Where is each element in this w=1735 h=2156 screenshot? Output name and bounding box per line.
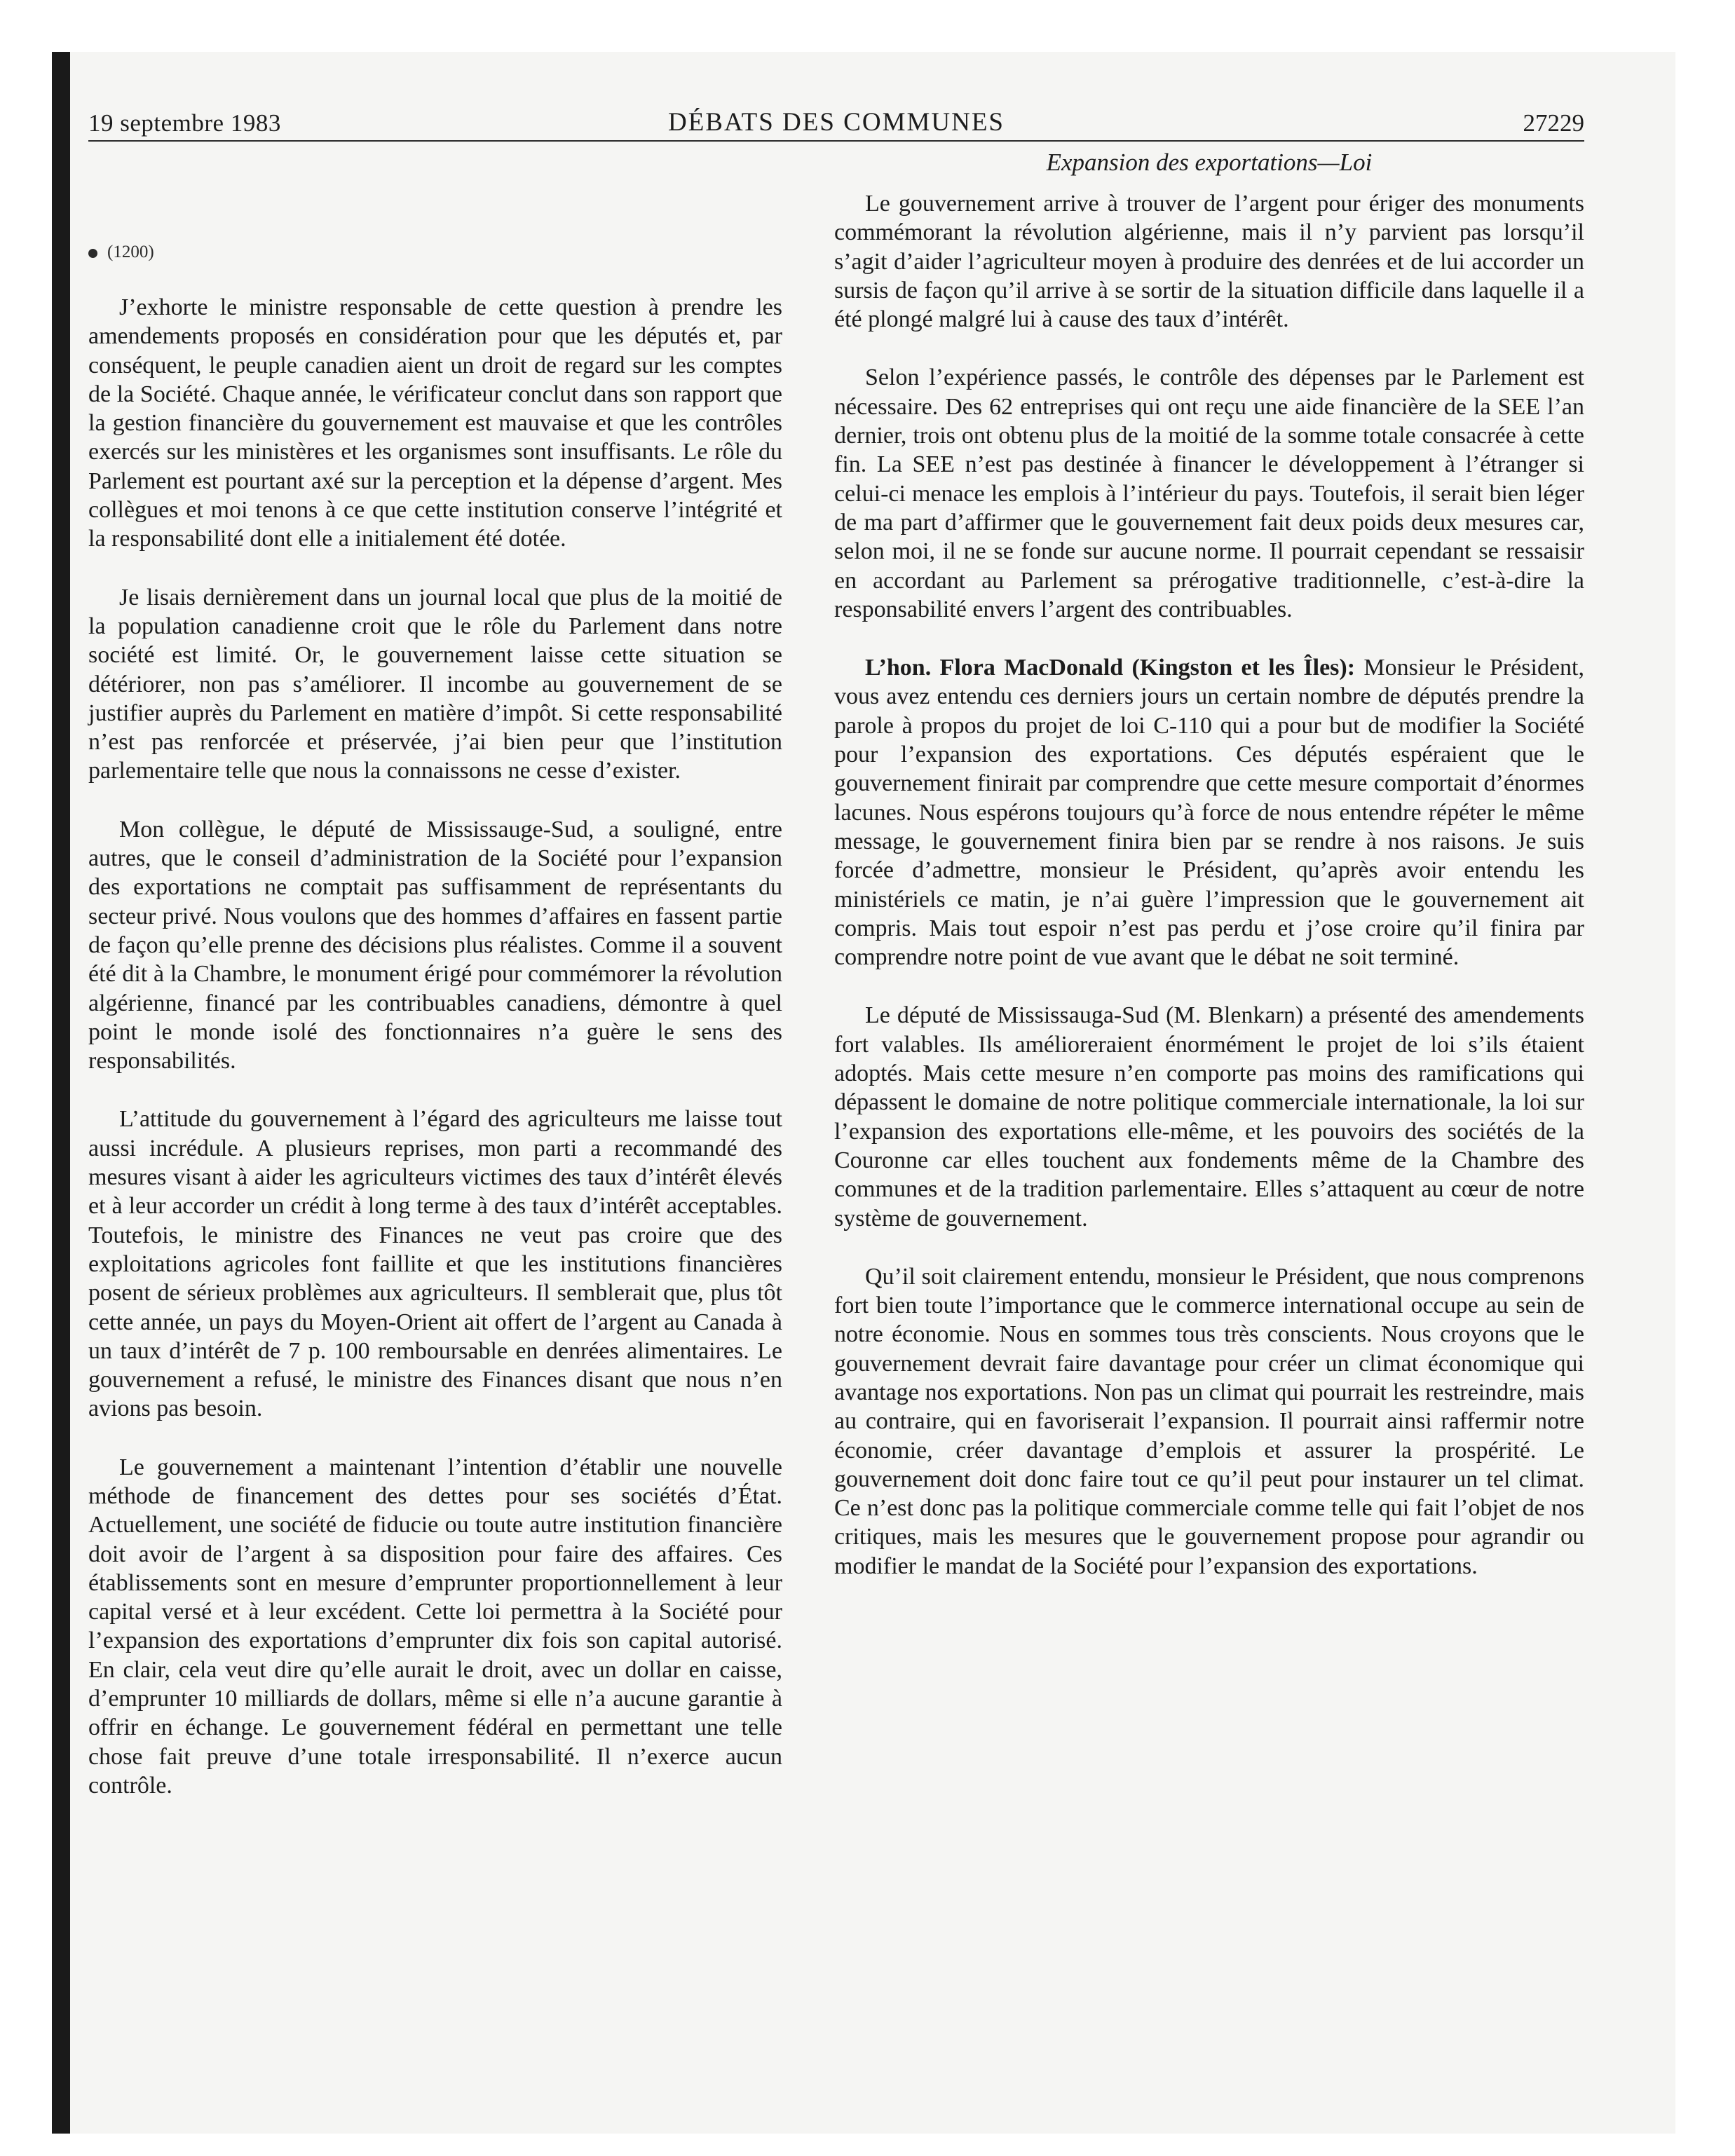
header-date: 19 septembre 1983 bbox=[88, 109, 281, 137]
speech-text: Monsieur le Président, vous avez entendu ces derniers jours un certain nombre de députés prendre la parole à propos du projet de loi C-110 qui a pour but de modifier la Société pour l’expansion des exportations. Ces députés espéraient que le gouvernement finirait par comprendre que cette mesure comportait d’énormes lacunes. Nous espérons toujours qu’à force de nous entendre répéter le même message, le gouvernement finira bien par se rendre à nos raisons. Je suis forcée d’admettre, monsieur le Président, qu’après avoir entendu les ministériels ce matin, je n’ai guère l’impression que le gouvernement ait compris. Mais tout espoir n’est pas perdu et j’ose croire qu’il finira par comprendre notre point de vue avant que le débat ne soit terminé. bbox=[834, 655, 1584, 971]
bullet-icon bbox=[88, 249, 97, 258]
right-paragraph-5: Qu’il soit clairement entendu, monsieur le Président, que nous comprenons fort bien toute l’importance que le commerce international occupe au sein de notre économie. Nous en sommes tous très conscients. Nous croyons que le gouvernement devrait faire davantage pour créer un climat économique qui avantage nos exportations. Non pas un climat qui pourrait les restreindre, mais au contraire, qui en favoriserait l’expansion. Il pourrait ainsi raffermir notre économie, créer davantage d’emplois et assurer la prospérité. Le gouvernement doit donc faire tout ce qu’il peut pour instaurer un tel climat. Ce n’est donc pas la politique commerciale comme telle qui fait l’objet de nos critiques, mais les mesures que le gouvernement propose pour agrandir ou modifier le mandat de la Société pour l’expansion des exportations. bbox=[834, 1263, 1584, 1579]
header-page-number: 27229 bbox=[1523, 109, 1584, 137]
scan-edge-shadow bbox=[52, 52, 70, 2134]
timestamp-text: (1200) bbox=[107, 243, 154, 261]
left-paragraph-4: L’attitude du gouvernement à l’égard des agriculteurs me laisse tout aussi incrédule. A plusieurs reprises, mon parti a recommandé des mesures visant à aider les agriculteurs victimes des taux d’intérêt élevés et à leur accorder un crédit à long terme à des taux d’intérêt acceptables. Toutefois, le ministre des Finances ne veut pas croire que des exploitations agricoles font faillite et que les institutions financières posent de sérieux problèmes aux agriculteurs. Il semblerait que, plus tôt cette année, un pays du Moyen-Orient ait offert de l’argent au Canada à un taux d’intérêt de 7 p. 100 remboursable en denrées alimentaires. Le gouvernement a refusé, le ministre des Finances disant que nous n’en avions pas besoin. bbox=[88, 1106, 782, 1422]
right-paragraph-3 bbox=[834, 653, 1584, 971]
right-column bbox=[834, 189, 1584, 1610]
left-paragraph-1: J’exhorte le ministre responsable de cette question à prendre les amendements proposés en considération pour que les députés et, par conséquent, le peuple canadien aient un droit de regard sur les comptes de la Société. Chaque année, le vérificateur conclut dans son rapport que la gestion financière du gouvernement est mauvaise et que les contrôles exercés sur les ministères et les organismes sont insuffisants. Le rôle du Parlement est pourtant axé sur la perception et la dépense d’argent. Mes collègues et moi tenons à ce que cette institution conserve l’intégrité et la responsabilité dont elle a initialement été dotée. bbox=[88, 294, 782, 552]
left-paragraph-2: Je lisais dernièrement dans un journal local que plus de la moitié de la population canadienne croit que le rôle du Parlement dans notre société est limité. Or, le gouvernement laisse cette situation se détériorer, non pas s’améliorer. Il incombe au gouvernement de se justifier auprès du Parlement en matière d’impôt. Si cette responsabilité n’est pas renforcée et préservée, j’ai bien peur que l’institution parlementaire telle que nous la connaissons ne cesse d’exister. bbox=[88, 584, 782, 784]
right-paragraph-1: Le gouvernement arrive à trouver de l’argent pour ériger des monuments commémorant la révolution algérienne, mais il n’y parvient pas lorsqu’il s’agit d’aider l’agriculteur moyen à produire des denrées et de lui accorder un sursis de façon qu’il arrive à se sortir de la situation difficile dans laquelle il a été plongé malgré lui à cause des taux d’intérêt. bbox=[834, 191, 1584, 333]
left-paragraph-5: Le gouvernement a maintenant l’intention d’établir une nouvelle méthode de financement des dettes pour ses sociétés d’État. Actuellement, une société de fiducie ou toute autre institution financière doit avoir de l’argent à sa disposition pour faire des affaires. Ces établissements sont en mesure d’emprunter proportionnellement à leur capital versé et à leur excédent. Cette loi permettra à la Société pour l’expansion des exportations d’emprunter dix fois son capital autorisé. En clair, cela veut dire qu’elle aurait le droit, avec un dollar en caisse, d’emprunter 10 milliards de dollars, même si elle n’a aucune garantie à offrir en échange. Le gouvernement fédéral en permettant une telle chose fait preuve d’une totale irresponsabilité. Il n’exerce aucun contrôle. bbox=[88, 1454, 782, 1799]
header-title: DÉBATS DES COMMUNES bbox=[667, 108, 1005, 137]
timestamp-marker bbox=[88, 243, 154, 262]
speaker-name: L’hon. Flora MacDonald (Kingston et les Îles): bbox=[865, 655, 1356, 681]
left-column bbox=[88, 293, 782, 1829]
left-paragraph-3: Mon collègue, le député de Mississauge-Sud, a souligné, entre autres, que le conseil d’administration de la Société pour l’expansion des exportations ne comptait pas suffisamment de représentants du secteur privé. Nous voulons que des hommes d’affaires en fassent partie de façon qu’elle prenne des décisions plus réalistes. Comme il a souvent été dit à la Chambre, le monument érigé pour commémorer la révolution algérienne, financé par les contribuables canadiens, démontre à quel point le monde isolé des fonctionnaires n’a guère le sens des responsabilités. bbox=[88, 816, 782, 1074]
page-header bbox=[88, 95, 1584, 142]
running-head: Expansion des exportations—Loi bbox=[1046, 149, 1373, 176]
right-paragraph-2: Selon l’expérience passés, le contrôle des dépenses par le Parlement est nécessaire. Des 62 entreprises qui ont reçu une aide financière de la SEE l’an dernier, trois ont obtenu plus de la moitié de la somme totale consacrée à cette fin. La SEE n’est pas destinée à financer le développement à l’étranger si celui-ci menace les emplois à l’intérieur du pays. Toutefois, il serait bien léger de ma part d’affirmer que le gouvernement fait deux poids deux mesures car, selon moi, il ne se fonde sur aucune norme. Il pourrait cependant se ressaisir en accordant au Parlement sa prérogative traditionnelle, c’est-à-dire la responsabilité envers l’argent des contribuables. bbox=[834, 364, 1584, 622]
right-paragraph-4: Le député de Mississauga-Sud (M. Blenkarn) a présenté des amendements fort valables. Ils amélioreraient énormément le projet de loi s’ils étaient adoptés. Mais cette mesure n’en comporte pas moins des ramifications qui dépassent le domaine de notre politique commerciale internationale, la loi sur l’expansion des exportations elle-même, et les pouvoirs des sociétés de la Couronne car elles touchent aux fondements même de la Chambre des communes et de la tradition parlementaire. Elles s’attaquent au cœur de notre système de gouvernement. bbox=[834, 1002, 1584, 1231]
